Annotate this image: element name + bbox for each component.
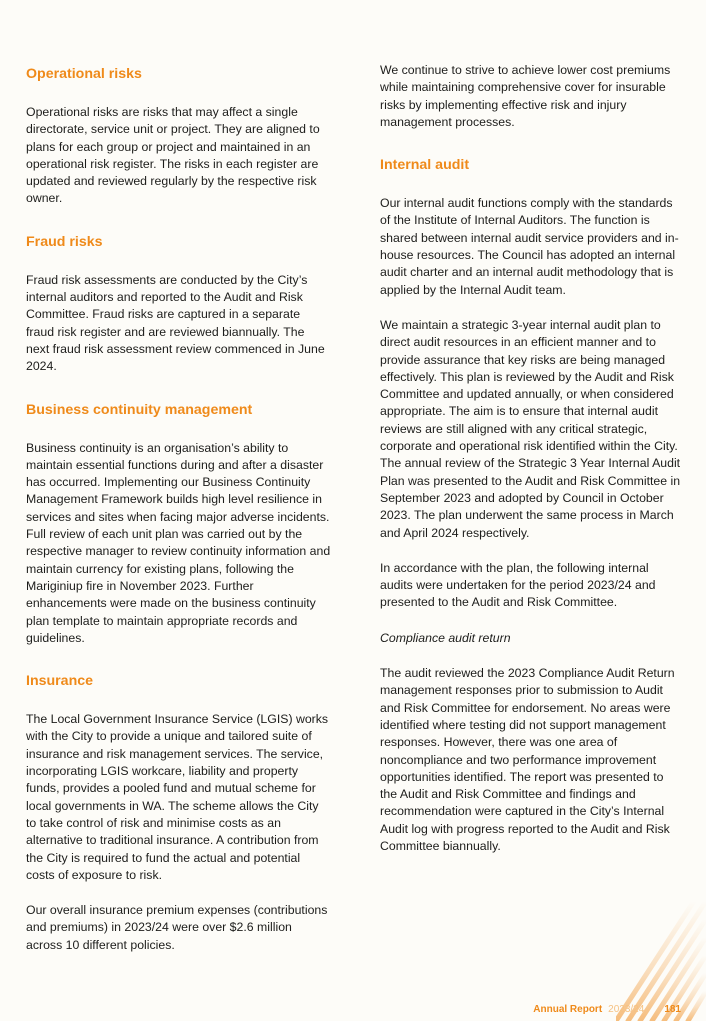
compliance-audit-subheading: Compliance audit return xyxy=(380,630,511,645)
internal-audit-paragraph-1: Our internal audit functions comply with the standards of the Institute of Internal Auditors. The function is shared between internal audit service providers and in-house resources. The Council has adopted an internal audit charter and an internal audit methodology that is applied by the Internal Audit team. xyxy=(380,196,679,297)
operational-risks-paragraph: Operational risks are risks that may affect a single directorate, service unit or project. They are aligned to plans for each group or project and maintained in an operational risk register. The risks in each register are updated and reviewed regularly by the respective risk owner. xyxy=(26,105,320,206)
fraud-risks-section xyxy=(26,230,331,376)
footer-report-year: 2023/24 xyxy=(608,1004,645,1015)
business-continuity-heading: Business continuity management xyxy=(26,401,253,418)
insurance-continued-section xyxy=(380,62,682,131)
insurance-heading: Insurance xyxy=(26,673,94,690)
business-continuity-section xyxy=(26,398,331,648)
operational-risks-section xyxy=(26,62,331,208)
right-column xyxy=(380,62,682,877)
insurance-paragraph-2: Our overall insurance premium expenses (contributions and premiums) in 2023/24 were over $2.6 million across 10 different policies. xyxy=(26,903,328,952)
internal-audit-paragraph-2: We maintain a strategic 3-year internal audit plan to direct audit resources in an efficient manner and to provide assurance that key risks are being managed effectively. This plan is reviewed by the Audit and Risk Committee and updated annually, or when considered appropriate. The aim is to ensure that internal audit reviews are still aligned with any critical strategic, corporate and operational risk identified within the City. The annual review of the Strategic 3 Year Internal Audit Plan was presented to the Audit and Risk Committee in September 2023 and adopted by Council in October 2023. The plan underwent the same process in March and April 2024 respectively. xyxy=(380,317,681,540)
insurance-paragraph-1: The Local Government Insurance Service (LGIS) works with the City to provide a unique and tailored suite of insurance and risk management services. The service, incorporating LGIS workcare, liability and property funds, provides a pooled fund and mutual scheme for local governments in WA. The scheme allows the City to take control of risk and minimise costs as an alternative to traditional insurance. A contribution from the City is required to fund the actual and potential costs of exposure to risk. xyxy=(26,712,329,882)
left-column xyxy=(26,62,331,976)
insurance-continued-paragraph: We continue to strive to achieve lower cost premiums while maintaining comprehensive cover for insurable risks by implementing effective risk and injury management processes. xyxy=(380,63,671,129)
internal-audit-section xyxy=(380,153,682,855)
operational-risks-heading: Operational risks xyxy=(26,66,142,82)
footer-page-number: 181 xyxy=(664,1004,681,1015)
decorative-stripes xyxy=(616,891,706,1021)
fraud-risks-heading: Fraud risks xyxy=(26,233,103,250)
insurance-section xyxy=(26,669,331,954)
footer-report-title: Annual Report xyxy=(533,1004,603,1015)
internal-audit-paragraph-3: In accordance with the plan, the following internal audits were undertaken for the period 2023/24 and presented to the Audit and Risk Committee. xyxy=(380,560,656,610)
business-continuity-paragraph: Business continuity is an organisation’s ability to maintain essential functions during and after a disaster has occurred. Implementing our Business Continuity Management Framework builds high level resilience in services and sites when facing major adverse incidents. Full review of each unit plan was carried out by the respective manager to review continuity information and maintain currency for existing plans, following the Mariginiup fire in November 2023. Further enhancements were made on the business continuity plan template to maintain appropriate records and guidelines. xyxy=(26,440,331,645)
page-footer xyxy=(533,1004,681,1015)
internal-audit-heading: Internal audit xyxy=(380,157,470,174)
compliance-audit-paragraph: The audit reviewed the 2023 Compliance Audit Return management responses prior to submission to Audit and Risk Committee for endorsement. No areas were identified where testing did not support management responses. However, there was one area of noncompliance and two performance improvement opportunities identified. The report was presented to the Audit and Risk Committee and findings and recommendation were captured in the City’s Internal Audit log with progress reported to the Audit and Risk Committee biannually. xyxy=(380,666,675,853)
fraud-risks-paragraph: Fraud risk assessments are conducted by the City’s internal auditors and reported to the Audit and Risk Committee. Fraud risks are captured in a separate fraud risk register and are reviewed biannually. The next fraud risk assessment review commenced in June 2024. xyxy=(26,272,325,374)
